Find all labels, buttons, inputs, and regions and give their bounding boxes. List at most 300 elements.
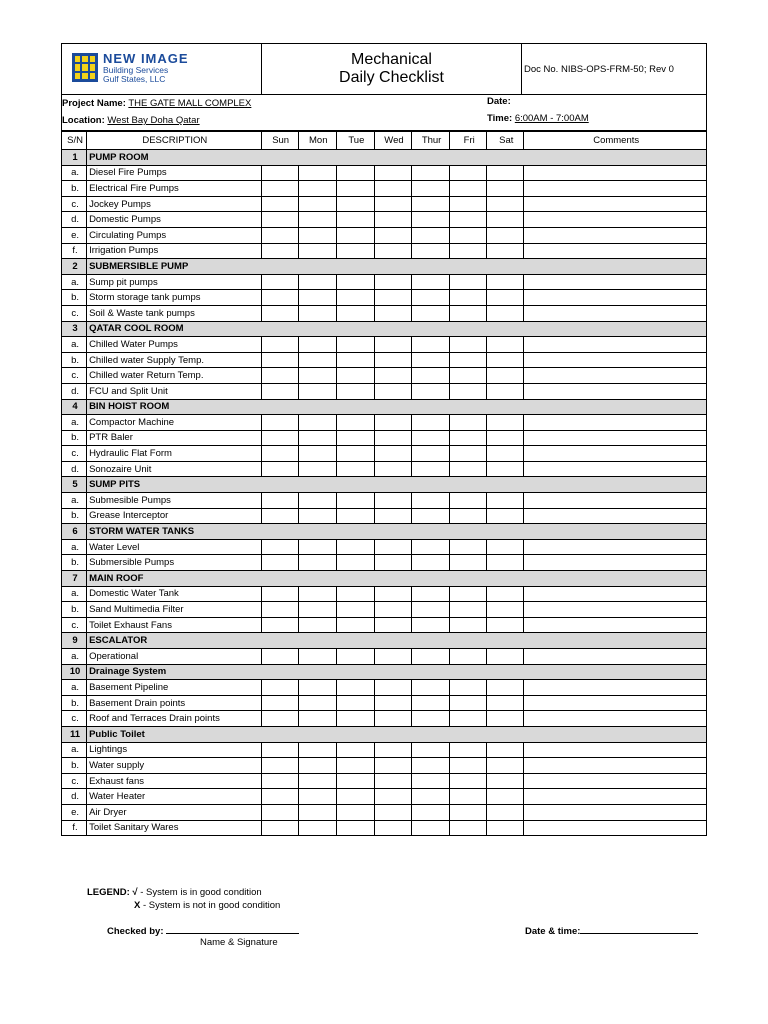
check-cell-thur[interactable] (412, 617, 450, 633)
comments-cell[interactable] (524, 165, 707, 181)
item-description: PTR Baler (87, 430, 262, 446)
check-cell-mon[interactable] (298, 617, 336, 633)
check-cell-thur[interactable] (412, 539, 450, 555)
check-cell-mon[interactable] (298, 212, 336, 228)
check-cell-mon[interactable] (298, 758, 336, 774)
check-cell-mon[interactable] (298, 415, 336, 431)
check-cell-sat[interactable] (487, 649, 524, 665)
check-cell-thur[interactable] (412, 680, 450, 696)
check-cell-sat[interactable] (487, 586, 524, 602)
check-cell-thur[interactable] (412, 415, 450, 431)
check-cell-mon[interactable] (298, 773, 336, 789)
check-cell-sun[interactable] (261, 212, 298, 228)
check-cell-fri[interactable] (450, 290, 487, 306)
check-cell-sat[interactable] (487, 695, 524, 711)
check-cell-wed[interactable] (374, 305, 411, 321)
check-cell-tue[interactable] (336, 820, 374, 836)
check-cell-fri[interactable] (450, 539, 487, 555)
check-cell-sat[interactable] (487, 820, 524, 836)
check-cell-fri[interactable] (450, 789, 487, 805)
check-cell-mon[interactable] (298, 446, 336, 462)
check-cell-fri[interactable] (450, 243, 487, 259)
check-cell-sun[interactable] (261, 602, 298, 618)
comments-cell[interactable] (524, 711, 707, 727)
check-cell-thur[interactable] (412, 758, 450, 774)
check-cell-tue[interactable] (336, 446, 374, 462)
check-cell-tue[interactable] (336, 539, 374, 555)
check-cell-thur[interactable] (412, 555, 450, 571)
check-cell-fri[interactable] (450, 368, 487, 384)
comments-cell[interactable] (524, 617, 707, 633)
check-cell-sun[interactable] (261, 758, 298, 774)
check-cell-mon[interactable] (298, 711, 336, 727)
check-cell-sat[interactable] (487, 227, 524, 243)
check-cell-sun[interactable] (261, 446, 298, 462)
check-cell-tue[interactable] (336, 555, 374, 571)
check-cell-fri[interactable] (450, 649, 487, 665)
check-cell-tue[interactable] (336, 337, 374, 353)
check-cell-thur[interactable] (412, 383, 450, 399)
check-cell-wed[interactable] (374, 773, 411, 789)
check-cell-sat[interactable] (487, 305, 524, 321)
check-cell-tue[interactable] (336, 212, 374, 228)
check-cell-fri[interactable] (450, 773, 487, 789)
item-letter: b. (62, 430, 87, 446)
check-cell-fri[interactable] (450, 695, 487, 711)
comments-cell[interactable] (524, 212, 707, 228)
comments-cell[interactable] (524, 274, 707, 290)
check-cell-mon[interactable] (298, 649, 336, 665)
check-cell-wed[interactable] (374, 804, 411, 820)
check-cell-fri[interactable] (450, 820, 487, 836)
check-cell-sun[interactable] (261, 493, 298, 509)
check-cell-tue[interactable] (336, 196, 374, 212)
check-cell-mon[interactable] (298, 337, 336, 353)
check-cell-wed[interactable] (374, 352, 411, 368)
check-cell-wed[interactable] (374, 165, 411, 181)
section-title: PUMP ROOM (87, 150, 707, 166)
check-cell-wed[interactable] (374, 789, 411, 805)
check-cell-thur[interactable] (412, 586, 450, 602)
check-cell-mon[interactable] (298, 383, 336, 399)
check-cell-wed[interactable] (374, 493, 411, 509)
check-cell-tue[interactable] (336, 383, 374, 399)
check-cell-wed[interactable] (374, 212, 411, 228)
comments-cell[interactable] (524, 804, 707, 820)
check-cell-wed[interactable] (374, 820, 411, 836)
check-cell-thur[interactable] (412, 212, 450, 228)
check-cell-wed[interactable] (374, 196, 411, 212)
check-cell-sun[interactable] (261, 352, 298, 368)
checked-by-signature-line[interactable] (166, 925, 299, 934)
check-cell-mon[interactable] (298, 804, 336, 820)
check-cell-thur[interactable] (412, 446, 450, 462)
date-time-line[interactable] (580, 925, 698, 934)
column-header: Wed (374, 132, 411, 150)
check-cell-thur[interactable] (412, 290, 450, 306)
section-row (62, 571, 707, 587)
check-cell-tue[interactable] (336, 742, 374, 758)
check-cell-fri[interactable] (450, 804, 487, 820)
check-cell-mon[interactable] (298, 493, 336, 509)
check-cell-tue[interactable] (336, 430, 374, 446)
check-cell-mon[interactable] (298, 227, 336, 243)
check-cell-wed[interactable] (374, 243, 411, 259)
comments-cell[interactable] (524, 695, 707, 711)
check-cell-sun[interactable] (261, 337, 298, 353)
check-cell-fri[interactable] (450, 680, 487, 696)
check-cell-sat[interactable] (487, 430, 524, 446)
check-cell-mon[interactable] (298, 368, 336, 384)
check-cell-wed[interactable] (374, 415, 411, 431)
comments-cell[interactable] (524, 680, 707, 696)
item-letter: a. (62, 337, 87, 353)
check-cell-mon[interactable] (298, 742, 336, 758)
check-cell-mon[interactable] (298, 181, 336, 197)
comments-cell[interactable] (524, 415, 707, 431)
project-name-value[interactable]: THE GATE MALL COMPLEX (128, 98, 252, 109)
check-cell-sat[interactable] (487, 368, 524, 384)
check-cell-sat[interactable] (487, 461, 524, 477)
check-cell-mon[interactable] (298, 290, 336, 306)
check-cell-sun[interactable] (261, 617, 298, 633)
check-cell-sat[interactable] (487, 602, 524, 618)
check-cell-thur[interactable] (412, 461, 450, 477)
check-cell-fri[interactable] (450, 415, 487, 431)
check-cell-tue[interactable] (336, 711, 374, 727)
check-cell-tue[interactable] (336, 789, 374, 805)
check-cell-mon[interactable] (298, 508, 336, 524)
item-description: Water Heater (87, 789, 262, 805)
check-cell-wed[interactable] (374, 680, 411, 696)
check-cell-thur[interactable] (412, 181, 450, 197)
check-cell-mon[interactable] (298, 165, 336, 181)
check-cell-sat[interactable] (487, 508, 524, 524)
check-cell-sat[interactable] (487, 758, 524, 774)
check-cell-thur[interactable] (412, 368, 450, 384)
check-cell-thur[interactable] (412, 430, 450, 446)
comments-cell[interactable] (524, 337, 707, 353)
check-cell-thur[interactable] (412, 649, 450, 665)
check-cell-sun[interactable] (261, 305, 298, 321)
check-cell-mon[interactable] (298, 555, 336, 571)
check-cell-wed[interactable] (374, 649, 411, 665)
check-cell-sun[interactable] (261, 680, 298, 696)
table-row (62, 773, 707, 789)
check-cell-sun[interactable] (261, 383, 298, 399)
check-cell-thur[interactable] (412, 227, 450, 243)
check-cell-sat[interactable] (487, 539, 524, 555)
check-cell-wed[interactable] (374, 555, 411, 571)
check-cell-sat[interactable] (487, 243, 524, 259)
section-number: 4 (62, 399, 87, 415)
comments-cell[interactable] (524, 773, 707, 789)
comments-cell[interactable] (524, 430, 707, 446)
check-cell-tue[interactable] (336, 602, 374, 618)
check-cell-sun[interactable] (261, 196, 298, 212)
check-cell-fri[interactable] (450, 227, 487, 243)
check-cell-thur[interactable] (412, 508, 450, 524)
check-cell-wed[interactable] (374, 446, 411, 462)
check-cell-sat[interactable] (487, 555, 524, 571)
check-cell-sat[interactable] (487, 196, 524, 212)
check-cell-wed[interactable] (374, 695, 411, 711)
check-cell-fri[interactable] (450, 212, 487, 228)
item-description: Water supply (87, 758, 262, 774)
check-cell-wed[interactable] (374, 742, 411, 758)
check-cell-fri[interactable] (450, 711, 487, 727)
check-cell-sat[interactable] (487, 165, 524, 181)
section-row (62, 726, 707, 742)
check-cell-sun[interactable] (261, 165, 298, 181)
comments-cell[interactable] (524, 649, 707, 665)
check-cell-mon[interactable] (298, 586, 336, 602)
section-row (62, 321, 707, 337)
check-cell-fri[interactable] (450, 602, 487, 618)
check-cell-fri[interactable] (450, 274, 487, 290)
check-cell-tue[interactable] (336, 493, 374, 509)
comments-cell[interactable] (524, 368, 707, 384)
check-cell-tue[interactable] (336, 508, 374, 524)
check-cell-wed[interactable] (374, 461, 411, 477)
check-cell-thur[interactable] (412, 602, 450, 618)
check-cell-wed[interactable] (374, 539, 411, 555)
check-cell-sun[interactable] (261, 274, 298, 290)
check-cell-sat[interactable] (487, 742, 524, 758)
check-cell-tue[interactable] (336, 165, 374, 181)
check-cell-sat[interactable] (487, 352, 524, 368)
check-cell-sun[interactable] (261, 539, 298, 555)
item-letter: e. (62, 227, 87, 243)
check-cell-sun[interactable] (261, 773, 298, 789)
comments-cell[interactable] (524, 555, 707, 571)
check-cell-fri[interactable] (450, 461, 487, 477)
check-cell-fri[interactable] (450, 555, 487, 571)
check-cell-wed[interactable] (374, 368, 411, 384)
check-cell-mon[interactable] (298, 789, 336, 805)
check-cell-wed[interactable] (374, 337, 411, 353)
check-cell-sun[interactable] (261, 586, 298, 602)
table-row (62, 305, 707, 321)
check-cell-sun[interactable] (261, 742, 298, 758)
check-cell-mon[interactable] (298, 820, 336, 836)
comments-cell[interactable] (524, 586, 707, 602)
comments-cell[interactable] (524, 602, 707, 618)
table-row (62, 617, 707, 633)
check-cell-wed[interactable] (374, 227, 411, 243)
check-cell-fri[interactable] (450, 493, 487, 509)
comments-cell[interactable] (524, 493, 707, 509)
check-cell-wed[interactable] (374, 290, 411, 306)
check-cell-thur[interactable] (412, 789, 450, 805)
check-cell-sun[interactable] (261, 555, 298, 571)
check-cell-thur[interactable] (412, 820, 450, 836)
check-cell-fri[interactable] (450, 617, 487, 633)
comments-cell[interactable] (524, 243, 707, 259)
check-cell-sat[interactable] (487, 415, 524, 431)
comments-cell[interactable] (524, 820, 707, 836)
check-cell-sat[interactable] (487, 290, 524, 306)
check-cell-sat[interactable] (487, 711, 524, 727)
logo-text (103, 52, 189, 84)
comments-cell[interactable] (524, 789, 707, 805)
check-cell-wed[interactable] (374, 586, 411, 602)
check-cell-fri[interactable] (450, 742, 487, 758)
check-cell-wed[interactable] (374, 181, 411, 197)
check-cell-thur[interactable] (412, 305, 450, 321)
check-cell-sat[interactable] (487, 337, 524, 353)
check-cell-thur[interactable] (412, 196, 450, 212)
time-value[interactable]: 6:00AM - 7:00AM (514, 113, 589, 124)
check-cell-mon[interactable] (298, 196, 336, 212)
check-cell-thur[interactable] (412, 165, 450, 181)
check-cell-tue[interactable] (336, 680, 374, 696)
check-cell-thur[interactable] (412, 695, 450, 711)
check-cell-thur[interactable] (412, 493, 450, 509)
check-cell-sun[interactable] (261, 695, 298, 711)
check-cell-mon[interactable] (298, 352, 336, 368)
comments-cell[interactable] (524, 227, 707, 243)
check-cell-sat[interactable] (487, 789, 524, 805)
check-cell-thur[interactable] (412, 337, 450, 353)
check-cell-wed[interactable] (374, 430, 411, 446)
check-cell-sat[interactable] (487, 212, 524, 228)
check-cell-sun[interactable] (261, 415, 298, 431)
check-cell-wed[interactable] (374, 711, 411, 727)
check-cell-mon[interactable] (298, 243, 336, 259)
check-cell-mon[interactable] (298, 461, 336, 477)
comments-cell[interactable] (524, 181, 707, 197)
check-cell-tue[interactable] (336, 352, 374, 368)
check-cell-thur[interactable] (412, 243, 450, 259)
check-cell-fri[interactable] (450, 305, 487, 321)
location-value[interactable]: West Bay Doha Qatar (107, 115, 200, 126)
check-cell-fri[interactable] (450, 165, 487, 181)
check-cell-mon[interactable] (298, 305, 336, 321)
check-cell-sun[interactable] (261, 789, 298, 805)
check-cell-fri[interactable] (450, 446, 487, 462)
check-cell-fri[interactable] (450, 337, 487, 353)
comments-cell[interactable] (524, 196, 707, 212)
check-cell-mon[interactable] (298, 695, 336, 711)
check-cell-wed[interactable] (374, 508, 411, 524)
check-cell-sat[interactable] (487, 446, 524, 462)
check-cell-sun[interactable] (261, 181, 298, 197)
check-cell-tue[interactable] (336, 586, 374, 602)
comments-cell[interactable] (524, 352, 707, 368)
check-cell-thur[interactable] (412, 773, 450, 789)
section-number: 2 (62, 259, 87, 275)
section-row (62, 664, 707, 680)
check-cell-mon[interactable] (298, 274, 336, 290)
comments-cell[interactable] (524, 539, 707, 555)
check-cell-sun[interactable] (261, 243, 298, 259)
check-cell-fri[interactable] (450, 352, 487, 368)
check-cell-sat[interactable] (487, 773, 524, 789)
table-row (62, 446, 707, 462)
check-cell-wed[interactable] (374, 617, 411, 633)
check-cell-mon[interactable] (298, 430, 336, 446)
check-cell-sun[interactable] (261, 290, 298, 306)
check-cell-wed[interactable] (374, 758, 411, 774)
check-cell-tue[interactable] (336, 461, 374, 477)
check-cell-sun[interactable] (261, 508, 298, 524)
check-cell-sat[interactable] (487, 493, 524, 509)
comments-cell[interactable] (524, 461, 707, 477)
check-cell-tue[interactable] (336, 274, 374, 290)
check-cell-tue[interactable] (336, 695, 374, 711)
check-cell-sun[interactable] (261, 804, 298, 820)
comments-cell[interactable] (524, 446, 707, 462)
check-cell-thur[interactable] (412, 352, 450, 368)
form-header (61, 43, 707, 95)
check-cell-wed[interactable] (374, 383, 411, 399)
comments-cell[interactable] (524, 742, 707, 758)
check-cell-tue[interactable] (336, 290, 374, 306)
check-cell-fri[interactable] (450, 758, 487, 774)
check-cell-tue[interactable] (336, 617, 374, 633)
check-cell-wed[interactable] (374, 274, 411, 290)
check-cell-tue[interactable] (336, 368, 374, 384)
check-cell-mon[interactable] (298, 680, 336, 696)
check-cell-sun[interactable] (261, 711, 298, 727)
check-cell-tue[interactable] (336, 649, 374, 665)
check-cell-sat[interactable] (487, 804, 524, 820)
check-cell-sat[interactable] (487, 383, 524, 399)
check-cell-sun[interactable] (261, 368, 298, 384)
table-row (62, 383, 707, 399)
check-cell-tue[interactable] (336, 227, 374, 243)
check-cell-thur[interactable] (412, 274, 450, 290)
check-cell-sun[interactable] (261, 649, 298, 665)
check-cell-mon[interactable] (298, 602, 336, 618)
check-cell-sun[interactable] (261, 227, 298, 243)
check-cell-thur[interactable] (412, 804, 450, 820)
check-cell-fri[interactable] (450, 196, 487, 212)
check-cell-fri[interactable] (450, 181, 487, 197)
check-cell-thur[interactable] (412, 711, 450, 727)
check-cell-sun[interactable] (261, 430, 298, 446)
check-cell-wed[interactable] (374, 602, 411, 618)
check-cell-mon[interactable] (298, 539, 336, 555)
check-cell-fri[interactable] (450, 508, 487, 524)
check-cell-tue[interactable] (336, 415, 374, 431)
comments-cell[interactable] (524, 383, 707, 399)
check-cell-sun[interactable] (261, 820, 298, 836)
check-cell-tue[interactable] (336, 804, 374, 820)
check-cell-tue[interactable] (336, 243, 374, 259)
check-cell-sat[interactable] (487, 181, 524, 197)
comments-cell[interactable] (524, 290, 707, 306)
table-row (62, 820, 707, 836)
check-cell-tue[interactable] (336, 758, 374, 774)
check-cell-tue[interactable] (336, 773, 374, 789)
check-cell-thur[interactable] (412, 742, 450, 758)
check-cell-fri[interactable] (450, 586, 487, 602)
check-cell-sun[interactable] (261, 461, 298, 477)
check-cell-sat[interactable] (487, 274, 524, 290)
item-letter: a. (62, 493, 87, 509)
comments-cell[interactable] (524, 305, 707, 321)
comments-cell[interactable] (524, 508, 707, 524)
check-cell-tue[interactable] (336, 181, 374, 197)
check-cell-tue[interactable] (336, 305, 374, 321)
check-cell-sat[interactable] (487, 617, 524, 633)
check-cell-fri[interactable] (450, 383, 487, 399)
comments-cell[interactable] (524, 758, 707, 774)
check-cell-fri[interactable] (450, 430, 487, 446)
check-cell-sat[interactable] (487, 680, 524, 696)
